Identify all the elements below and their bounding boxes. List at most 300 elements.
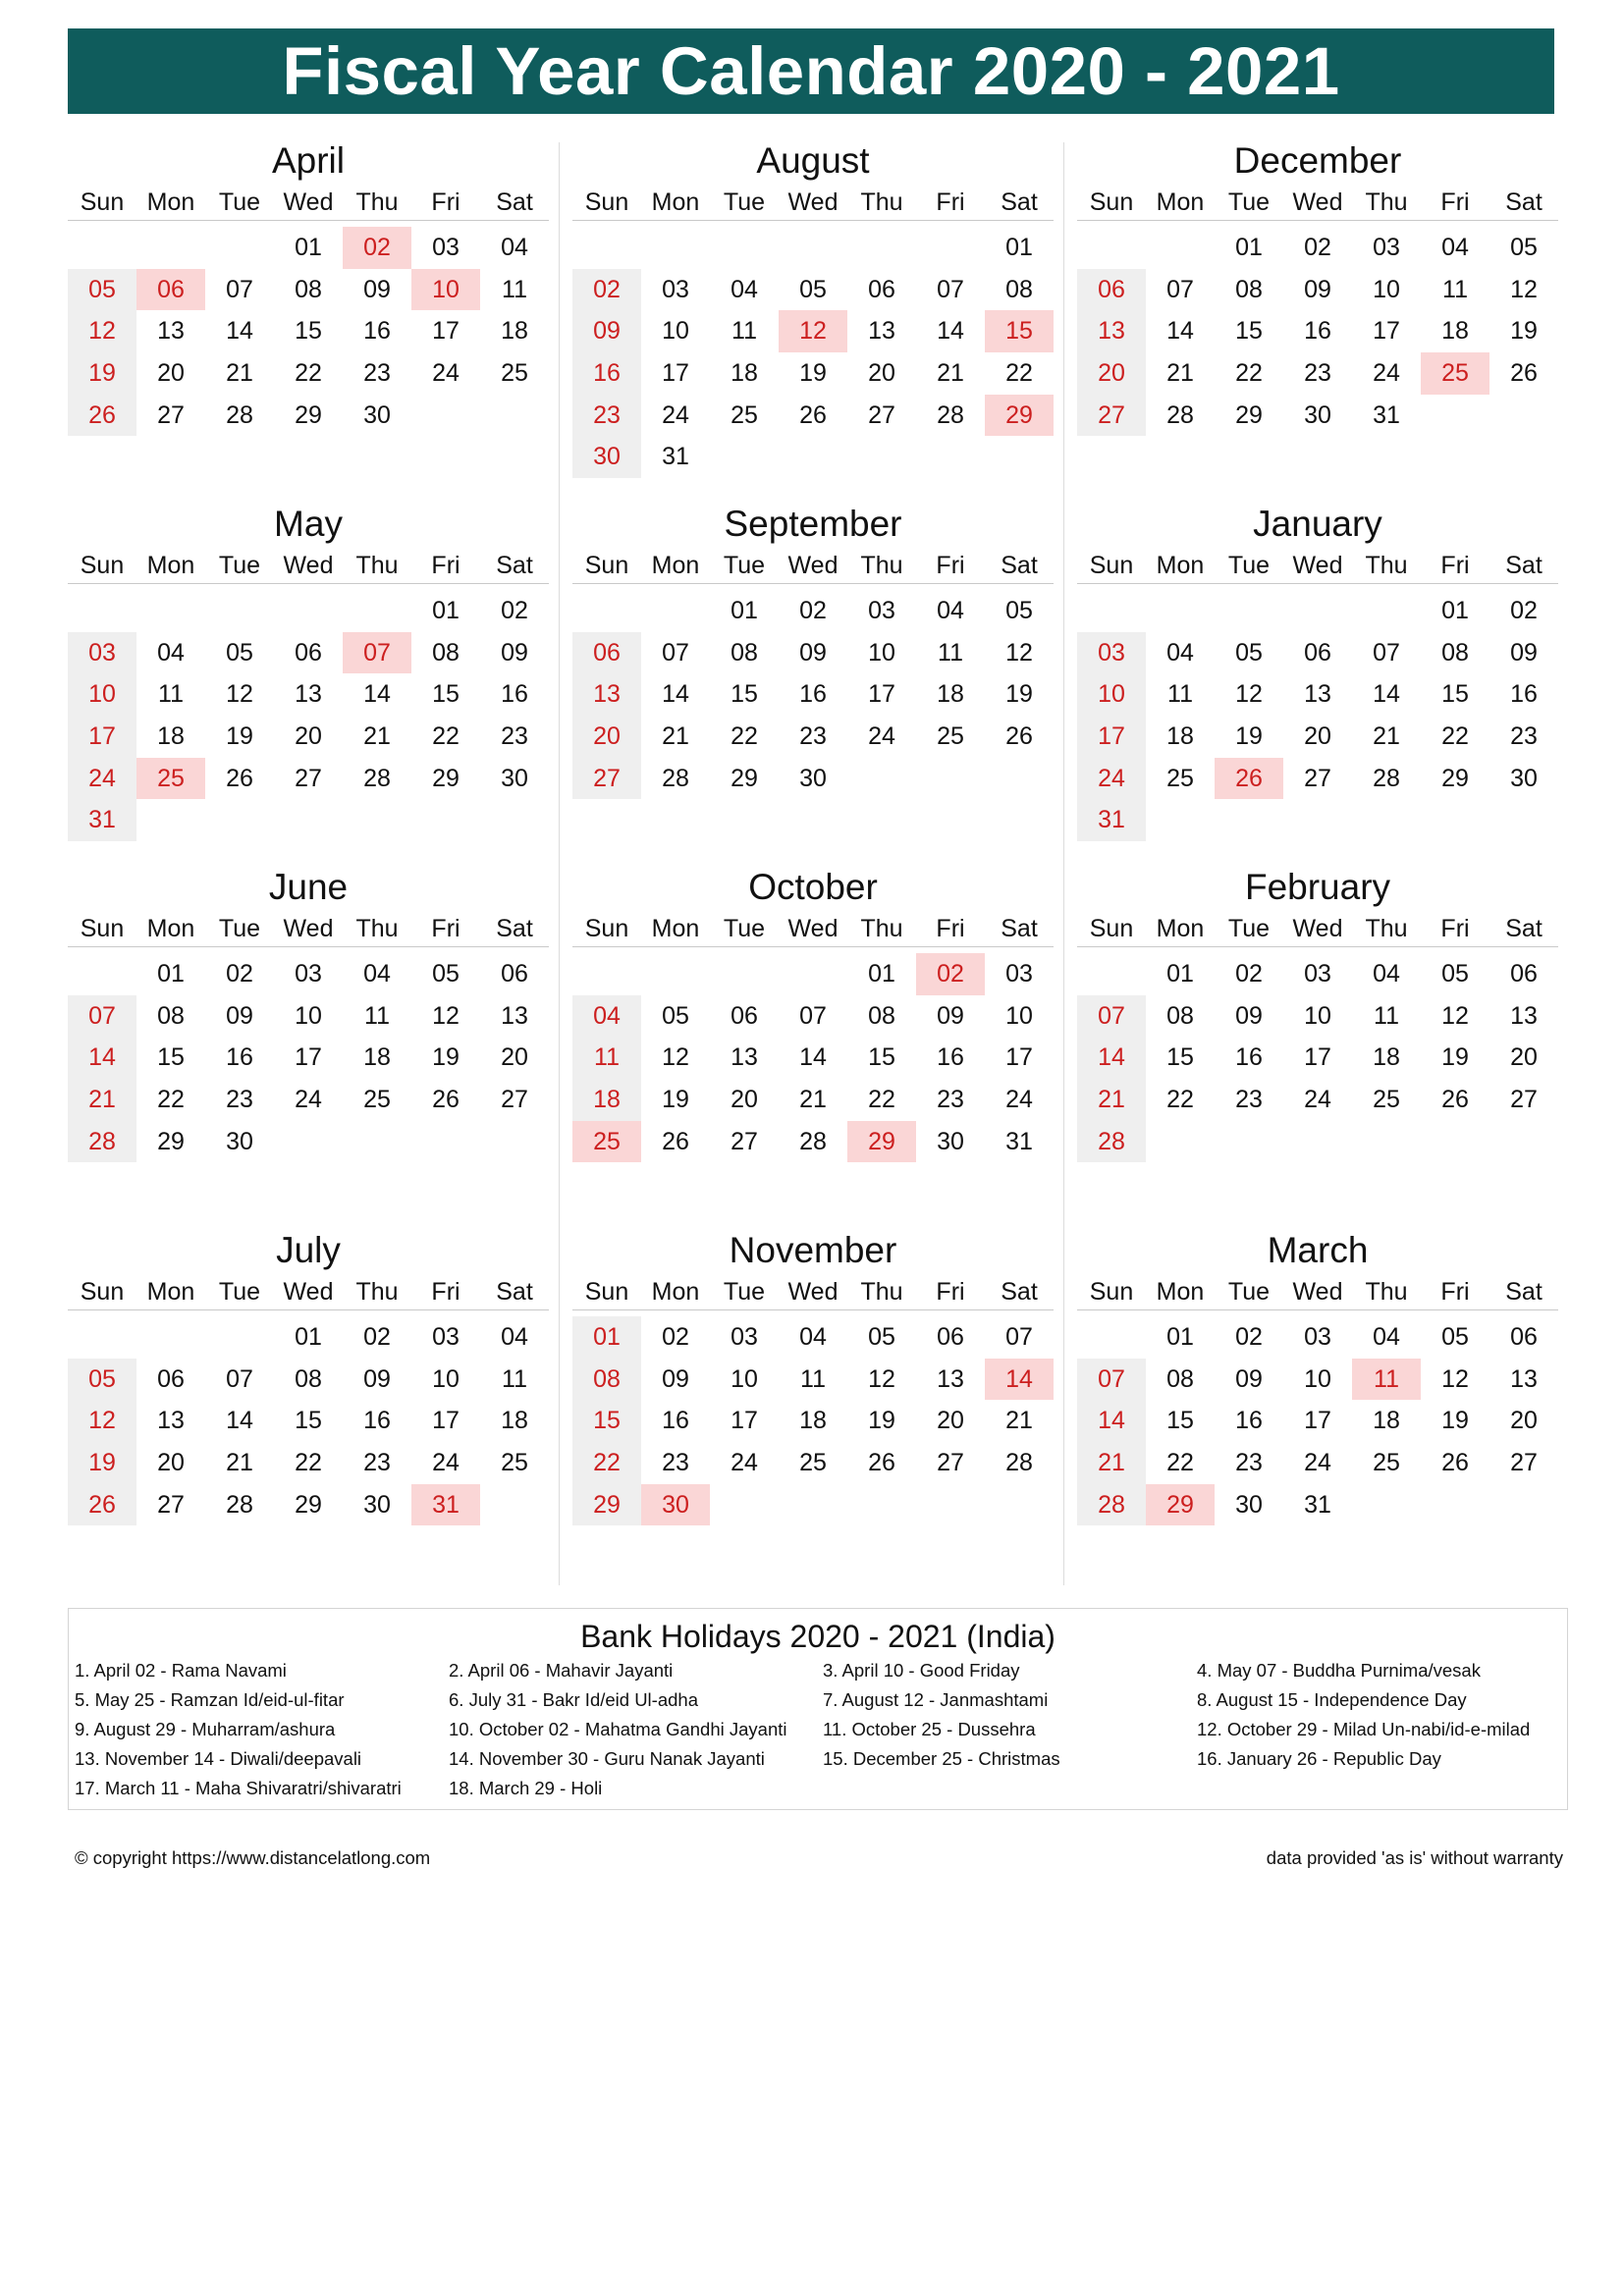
day-cell: 11 <box>1352 1359 1421 1401</box>
day-cell: 03 <box>295 960 322 988</box>
empty-day-cell <box>1352 1484 1421 1526</box>
empty-day-cell <box>411 1121 480 1163</box>
day-cell: 01 <box>295 1323 322 1351</box>
day-cell: 16 <box>226 1043 253 1072</box>
weekday-header <box>572 911 1054 947</box>
day-cell: 02 <box>363 1323 391 1351</box>
day-cell: 02 <box>1304 234 1331 261</box>
day-cell: 27 <box>1510 1449 1538 1477</box>
day-cell: 17 <box>295 1043 322 1072</box>
day-cell: 26 <box>1005 722 1033 751</box>
day-cell: 07 <box>226 1364 253 1393</box>
day-cell: 26 <box>432 1086 460 1114</box>
weekday-sat: Sat <box>1505 552 1543 579</box>
day-cell: 18 <box>501 1407 528 1435</box>
day-cell: 06 <box>295 638 322 667</box>
empty-day-cell <box>480 799 549 841</box>
week-row <box>1077 1037 1558 1079</box>
day-cell: 11 <box>502 275 527 303</box>
day-cell: 17 <box>1304 1043 1331 1072</box>
day-cell: 09 <box>363 275 391 303</box>
day-cell: 16 <box>1235 1043 1263 1072</box>
weekday-mon: Mon <box>1156 188 1205 216</box>
week-row <box>572 995 1054 1038</box>
week-row <box>1077 1359 1558 1401</box>
day-cell: 25 <box>731 400 758 429</box>
column-divider <box>559 142 560 1585</box>
week-row <box>1077 995 1558 1038</box>
day-cell: 11 <box>1442 275 1468 303</box>
holiday-item: 12. October 29 - Milad Un-nabi/id-e-milad <box>1197 1719 1531 1739</box>
day-cell: 31 <box>68 799 136 841</box>
week-row <box>1077 1484 1558 1526</box>
empty-day-cell <box>1352 1121 1421 1163</box>
day-cell: 02 <box>1235 1323 1263 1351</box>
day-cell: 23 <box>363 1449 391 1477</box>
day-cell: 20 <box>1510 1407 1538 1435</box>
weekday-thu: Thu <box>1365 188 1408 216</box>
day-cell: 05 <box>1235 638 1263 667</box>
day-cell: 14 <box>226 317 253 346</box>
day-cell: 06 <box>572 632 641 674</box>
weekday-wed: Wed <box>1292 1278 1343 1306</box>
day-cell: 28 <box>68 1121 136 1163</box>
week-row <box>68 1400 549 1442</box>
holiday-item: 10. October 02 - Mahatma Gandhi Jayanti <box>449 1719 787 1739</box>
weekday-sun: Sun <box>584 1278 629 1306</box>
month-name: September <box>724 504 902 544</box>
day-cell: 03 <box>432 1323 460 1351</box>
day-cell: 26 <box>1510 359 1538 388</box>
week-row <box>572 227 1054 269</box>
day-cell: 07 <box>1166 275 1194 303</box>
day-cell: 29 <box>295 1490 322 1519</box>
weekday-wed: Wed <box>1292 188 1343 216</box>
weekday-fri: Fri <box>1440 188 1470 216</box>
day-cell: 12 <box>662 1043 689 1072</box>
holidays-title: Bank Holidays 2020 - 2021 (India) <box>580 1619 1056 1654</box>
holiday-item: 1. April 02 - Rama Navami <box>75 1660 287 1681</box>
weekday-mon: Mon <box>1156 915 1205 942</box>
day-cell: 28 <box>1077 1484 1146 1526</box>
day-cell: 30 <box>1235 1490 1263 1519</box>
day-cell: 01 <box>868 960 895 988</box>
empty-day-cell <box>68 590 136 632</box>
day-cell: 02 <box>343 227 411 269</box>
day-cell: 07 <box>226 275 253 303</box>
week-row <box>68 395 549 437</box>
day-cell: 09 <box>1235 1364 1263 1393</box>
day-cell: 24 <box>868 722 895 751</box>
holiday-item: 14. November 30 - Guru Nanak Jayanti <box>449 1748 765 1769</box>
day-cell: 26 <box>662 1127 689 1155</box>
empty-day-cell <box>1215 799 1283 841</box>
day-cell: 15 <box>868 1043 895 1072</box>
day-cell: 02 <box>1510 597 1538 624</box>
month-june <box>68 864 549 1162</box>
day-cell: 08 <box>432 638 460 667</box>
day-cell: 27 <box>731 1127 758 1155</box>
day-cell: 19 <box>68 352 136 395</box>
empty-day-cell <box>1421 1121 1489 1163</box>
week-row <box>1077 673 1558 716</box>
empty-day-cell <box>1489 395 1558 437</box>
day-cell: 22 <box>731 722 758 751</box>
day-cell: 30 <box>1510 764 1538 792</box>
weekday-header <box>1077 1274 1558 1310</box>
month-may <box>68 501 549 841</box>
day-cell: 23 <box>662 1449 689 1477</box>
holiday-item: 11. October 25 - Dussehra <box>823 1719 1036 1739</box>
holiday-item: 6. July 31 - Bakr Id/eid Ul-adha <box>449 1689 698 1710</box>
day-cell: 28 <box>799 1127 827 1155</box>
day-cell: 29 <box>1235 400 1263 429</box>
day-cell: 08 <box>1166 1001 1194 1030</box>
day-cell: 10 <box>68 673 136 716</box>
month-name: May <box>274 504 343 544</box>
day-cell: 16 <box>572 352 641 395</box>
weekday-thu: Thu <box>355 1278 399 1306</box>
weekday-sat: Sat <box>496 915 533 942</box>
day-cell: 22 <box>157 1086 185 1114</box>
week-row <box>572 1316 1054 1359</box>
day-cell: 01 <box>157 960 185 988</box>
month-name: November <box>729 1230 897 1270</box>
weekday-mon: Mon <box>146 1278 195 1306</box>
day-cell: 23 <box>1304 359 1331 388</box>
weekday-sat: Sat <box>1505 188 1543 216</box>
empty-day-cell <box>343 1121 411 1163</box>
day-cell: 28 <box>937 400 964 429</box>
day-cell: 11 <box>502 1364 527 1393</box>
empty-day-cell <box>641 953 710 995</box>
empty-day-cell <box>136 227 205 269</box>
day-cell: 23 <box>572 395 641 437</box>
day-cell: 24 <box>432 1449 460 1477</box>
month-february <box>1077 864 1558 1162</box>
day-cell: 19 <box>432 1043 460 1072</box>
week-row <box>572 352 1054 395</box>
day-cell: 22 <box>295 359 322 388</box>
weekday-fri: Fri <box>1440 552 1470 579</box>
empty-day-cell <box>68 953 136 995</box>
day-cell: 18 <box>1373 1407 1400 1435</box>
weekday-thu: Thu <box>860 915 903 942</box>
day-cell: 13 <box>501 1001 528 1030</box>
day-cell: 14 <box>1166 317 1194 346</box>
week-row <box>68 1359 549 1401</box>
weekday-header <box>68 185 549 221</box>
week-row <box>572 758 1054 800</box>
day-cell: 04 <box>157 638 185 667</box>
weekday-thu: Thu <box>1365 915 1408 942</box>
day-cell: 22 <box>572 1442 641 1484</box>
day-cell: 04 <box>1373 960 1400 988</box>
weekday-tue: Tue <box>1227 915 1271 942</box>
day-cell: 12 <box>779 310 847 352</box>
empty-day-cell <box>1352 590 1421 632</box>
day-cell: 10 <box>868 638 895 667</box>
day-cell: 27 <box>1304 764 1331 792</box>
empty-day-cell <box>641 227 710 269</box>
day-cell: 08 <box>295 1364 322 1393</box>
empty-day-cell <box>847 227 916 269</box>
weekday-sat: Sat <box>1505 915 1543 942</box>
day-cell: 22 <box>1235 359 1263 388</box>
day-cell: 20 <box>1510 1043 1538 1072</box>
day-cell: 24 <box>1304 1086 1331 1114</box>
day-cell: 04 <box>572 995 641 1038</box>
day-cell: 28 <box>662 764 689 792</box>
holiday-item: 9. August 29 - Muharram/ashura <box>75 1719 336 1739</box>
day-cell: 30 <box>1304 400 1331 429</box>
empty-day-cell <box>847 1484 916 1526</box>
day-cell: 17 <box>1373 317 1400 346</box>
day-cell: 03 <box>731 1323 758 1351</box>
day-cell: 02 <box>572 269 641 311</box>
weekday-wed: Wed <box>1292 552 1343 579</box>
day-cell: 23 <box>363 359 391 388</box>
weekday-tue: Tue <box>723 1278 766 1306</box>
day-cell: 28 <box>1166 400 1194 429</box>
day-cell: 22 <box>1441 722 1469 751</box>
day-cell: 23 <box>1510 722 1538 751</box>
day-cell: 29 <box>295 400 322 429</box>
week-row <box>572 673 1054 716</box>
empty-day-cell <box>1421 799 1489 841</box>
day-cell: 28 <box>1077 1121 1146 1163</box>
day-cell: 11 <box>364 1001 390 1030</box>
empty-day-cell <box>916 1484 985 1526</box>
day-cell: 03 <box>432 234 460 261</box>
day-cell: 07 <box>1005 1323 1033 1351</box>
day-cell: 18 <box>501 317 528 346</box>
day-cell: 04 <box>799 1323 827 1351</box>
day-cell: 10 <box>662 317 689 346</box>
disclaimer-text: data provided 'as is' without warranty <box>1266 1847 1563 1868</box>
day-cell: 05 <box>1441 960 1469 988</box>
day-cell: 14 <box>1373 680 1400 709</box>
week-row <box>68 799 549 841</box>
day-cell: 12 <box>432 1001 460 1030</box>
week-row <box>1077 1079 1558 1121</box>
weekday-thu: Thu <box>355 915 399 942</box>
holiday-item: 8. August 15 - Independence Day <box>1197 1689 1467 1710</box>
day-cell: 15 <box>731 680 758 709</box>
weekday-thu: Thu <box>860 1278 903 1306</box>
day-cell: 29 <box>847 1121 916 1163</box>
day-cell: 02 <box>501 597 528 624</box>
day-cell: 09 <box>1510 638 1538 667</box>
day-cell: 24 <box>68 758 136 800</box>
day-cell: 05 <box>226 638 253 667</box>
day-cell: 23 <box>1235 1449 1263 1477</box>
day-cell: 21 <box>799 1086 827 1114</box>
weekday-wed: Wed <box>283 188 334 216</box>
month-name: June <box>268 867 349 907</box>
day-cell: 22 <box>868 1086 895 1114</box>
day-cell: 12 <box>226 680 253 709</box>
weekday-wed: Wed <box>283 1278 334 1306</box>
day-cell: 13 <box>157 1407 185 1435</box>
day-cell: 31 <box>1077 799 1146 841</box>
day-cell: 12 <box>68 1400 136 1442</box>
day-cell: 07 <box>68 995 136 1038</box>
day-cell: 02 <box>662 1323 689 1351</box>
empty-day-cell <box>847 436 916 478</box>
month-august <box>572 137 1054 478</box>
day-cell: 13 <box>731 1043 758 1072</box>
weekday-thu: Thu <box>1365 1278 1408 1306</box>
day-cell: 31 <box>662 443 689 471</box>
weekday-header <box>1077 185 1558 221</box>
day-cell: 21 <box>937 359 964 388</box>
day-cell: 09 <box>226 1001 253 1030</box>
weekday-sat: Sat <box>1505 1278 1543 1306</box>
day-cell: 04 <box>363 960 391 988</box>
week-row <box>1077 395 1558 437</box>
day-cell: 01 <box>1005 234 1033 261</box>
day-cell: 24 <box>1373 359 1400 388</box>
month-november <box>572 1227 1054 1525</box>
week-row <box>572 395 1054 437</box>
week-row <box>572 1442 1054 1484</box>
day-cell: 25 <box>501 359 528 388</box>
day-cell: 14 <box>68 1037 136 1079</box>
day-cell: 03 <box>1304 960 1331 988</box>
day-cell: 11 <box>158 680 184 709</box>
day-cell: 14 <box>1077 1037 1146 1079</box>
weekday-tue: Tue <box>218 915 261 942</box>
day-cell: 20 <box>868 359 895 388</box>
weekday-fri: Fri <box>936 188 965 216</box>
empty-day-cell <box>710 227 779 269</box>
weekday-sun: Sun <box>1089 915 1134 942</box>
holiday-item: 5. May 25 - Ramzan Id/eid-ul-fitar <box>75 1689 345 1710</box>
day-cell: 13 <box>295 680 322 709</box>
week-row <box>572 1121 1054 1163</box>
empty-day-cell <box>68 1316 136 1359</box>
empty-day-cell <box>779 227 847 269</box>
week-row <box>68 1079 549 1121</box>
day-cell: 06 <box>157 1364 185 1393</box>
day-cell: 19 <box>1510 317 1538 346</box>
day-cell: 18 <box>937 680 964 709</box>
day-cell: 25 <box>1373 1449 1400 1477</box>
day-cell: 15 <box>985 310 1054 352</box>
month-name: December <box>1233 140 1402 181</box>
weekday-header <box>1077 911 1558 947</box>
day-cell: 13 <box>157 317 185 346</box>
day-cell: 19 <box>799 359 827 388</box>
weekday-mon: Mon <box>651 552 700 579</box>
day-cell: 29 <box>432 764 460 792</box>
day-cell: 19 <box>68 1442 136 1484</box>
month-october <box>572 864 1054 1162</box>
weekday-header <box>68 1274 549 1310</box>
day-cell: 07 <box>937 275 964 303</box>
empty-day-cell <box>1421 395 1489 437</box>
day-cell: 17 <box>731 1407 758 1435</box>
day-cell: 08 <box>1235 275 1263 303</box>
day-cell: 15 <box>295 1407 322 1435</box>
weekday-fri: Fri <box>936 552 965 579</box>
day-cell: 13 <box>1510 1001 1538 1030</box>
empty-day-cell <box>572 590 641 632</box>
day-cell: 21 <box>68 1079 136 1121</box>
day-cell: 09 <box>799 638 827 667</box>
day-cell: 10 <box>432 1364 460 1393</box>
day-cell: 16 <box>363 1407 391 1435</box>
day-cell: 16 <box>1510 680 1538 709</box>
day-cell: 29 <box>731 764 758 792</box>
day-cell: 18 <box>363 1043 391 1072</box>
empty-day-cell <box>985 436 1054 478</box>
week-row <box>572 1037 1054 1079</box>
day-cell: 01 <box>1441 597 1469 624</box>
day-cell: 30 <box>937 1127 964 1155</box>
month-march <box>1077 1227 1558 1525</box>
day-cell: 14 <box>662 680 689 709</box>
day-cell: 24 <box>662 400 689 429</box>
day-cell: 03 <box>1005 960 1033 988</box>
day-cell: 05 <box>799 275 827 303</box>
title-banner <box>68 28 1554 114</box>
day-cell: 18 <box>1166 722 1194 751</box>
weekday-thu: Thu <box>860 552 903 579</box>
weekday-thu: Thu <box>1365 552 1408 579</box>
empty-day-cell <box>916 436 985 478</box>
day-cell: 20 <box>501 1043 528 1072</box>
weekday-mon: Mon <box>651 188 700 216</box>
week-row <box>1077 799 1558 841</box>
day-cell: 16 <box>363 317 391 346</box>
day-cell: 20 <box>157 359 185 388</box>
day-cell: 12 <box>868 1364 895 1393</box>
day-cell: 27 <box>868 400 895 429</box>
day-cell: 14 <box>799 1043 827 1072</box>
day-cell: 02 <box>799 597 827 624</box>
day-cell: 31 <box>1304 1490 1331 1519</box>
page-title: Fiscal Year Calendar 2020 - 2021 <box>282 33 1340 109</box>
day-cell: 21 <box>226 359 253 388</box>
holiday-item: 15. December 25 - Christmas <box>823 1748 1060 1769</box>
empty-day-cell <box>641 590 710 632</box>
day-cell: 22 <box>1166 1086 1194 1114</box>
day-cell: 14 <box>1077 1400 1146 1442</box>
week-row <box>1077 590 1558 632</box>
day-cell: 19 <box>226 722 253 751</box>
day-cell: 12 <box>1235 680 1263 709</box>
month-name: July <box>276 1230 341 1270</box>
weekday-wed: Wed <box>1292 915 1343 942</box>
day-cell: 15 <box>1441 680 1469 709</box>
day-cell: 14 <box>226 1407 253 1435</box>
weekday-mon: Mon <box>1156 552 1205 579</box>
weekday-sun: Sun <box>80 188 125 216</box>
day-cell: 05 <box>868 1323 895 1351</box>
day-cell: 11 <box>572 1037 641 1079</box>
empty-day-cell <box>480 1484 549 1526</box>
day-cell: 01 <box>1166 1323 1194 1351</box>
empty-day-cell <box>1489 799 1558 841</box>
empty-day-cell <box>1077 227 1146 269</box>
week-row <box>1077 1400 1558 1442</box>
day-cell: 01 <box>1235 234 1263 261</box>
day-cell: 23 <box>937 1086 964 1114</box>
empty-day-cell <box>411 395 480 437</box>
day-cell: 01 <box>1166 960 1194 988</box>
